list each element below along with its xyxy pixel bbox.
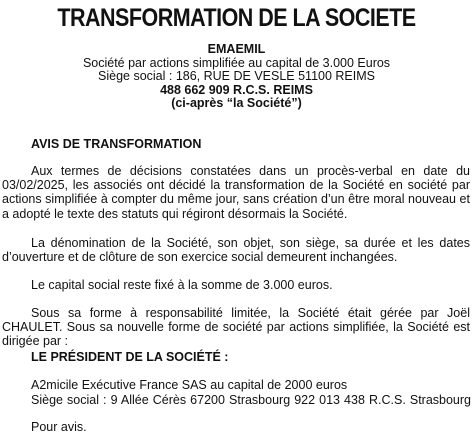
company-info [0, 43, 473, 111]
paragraph-capital [2, 278, 470, 292]
paragraph-capital-text: Le capital social reste fixé à la somme de 3.000 euros. [31, 278, 333, 292]
president-line-1: A2micile Exécutive France SAS au capital de 2000 euros [31, 378, 348, 392]
paragraph-direction [2, 306, 470, 349]
closing: Pour avis. [31, 420, 87, 434]
paragraph-denomination-text: La dénomination de la Société, son objet, son siège, sa durée et les dates d’ouverture et de clôture de son exercice social demeurent inchangées. [2, 236, 470, 265]
avis-heading: AVIS DE TRANSFORMATION [31, 137, 202, 151]
company-rcs: 488 662 909 R.C.S. REIMS [160, 82, 313, 97]
company-siege: Siège social : 186, RUE DE VESLE 51100 REIMS [98, 69, 375, 84]
president-heading: LE PRÉSIDENT DE LA SOCIÉTÉ : [31, 350, 229, 364]
paragraph-direction-text: Sous sa forme à responsabilité limitée, la Société était gérée par Joël CHAULET. Sous sa nouvelle forme de société par actions simplifiée, la Société est dirigée par : [2, 306, 470, 349]
president-line-2: Siège social : 9 Allée Cérès 67200 Strasbourg 922 013 438 R.C.S. Strasbourg [31, 393, 471, 407]
paragraph-decision [2, 164, 470, 221]
company-form-capital: Société par actions simplifiée au capital de 3.000 Euros [82, 55, 391, 70]
notice-title: TRANSFORMATION DE LA SOCIETE [57, 4, 416, 32]
company-name: EMAEMIL [207, 42, 266, 56]
company-alias: (ci-après “la Société”) [171, 96, 302, 111]
paragraph-denomination [2, 236, 470, 264]
paragraph-decision-text: Aux termes de décisions constatées dans un procès-verbal en date du 03/02/2025, les associés ont décidé la transformation de la Société en société par actions simplifiée à compter du même jour, sans création d’un être moral nouveau et a adopté le texte des statuts qui régiront désormais la Société. [2, 164, 470, 221]
